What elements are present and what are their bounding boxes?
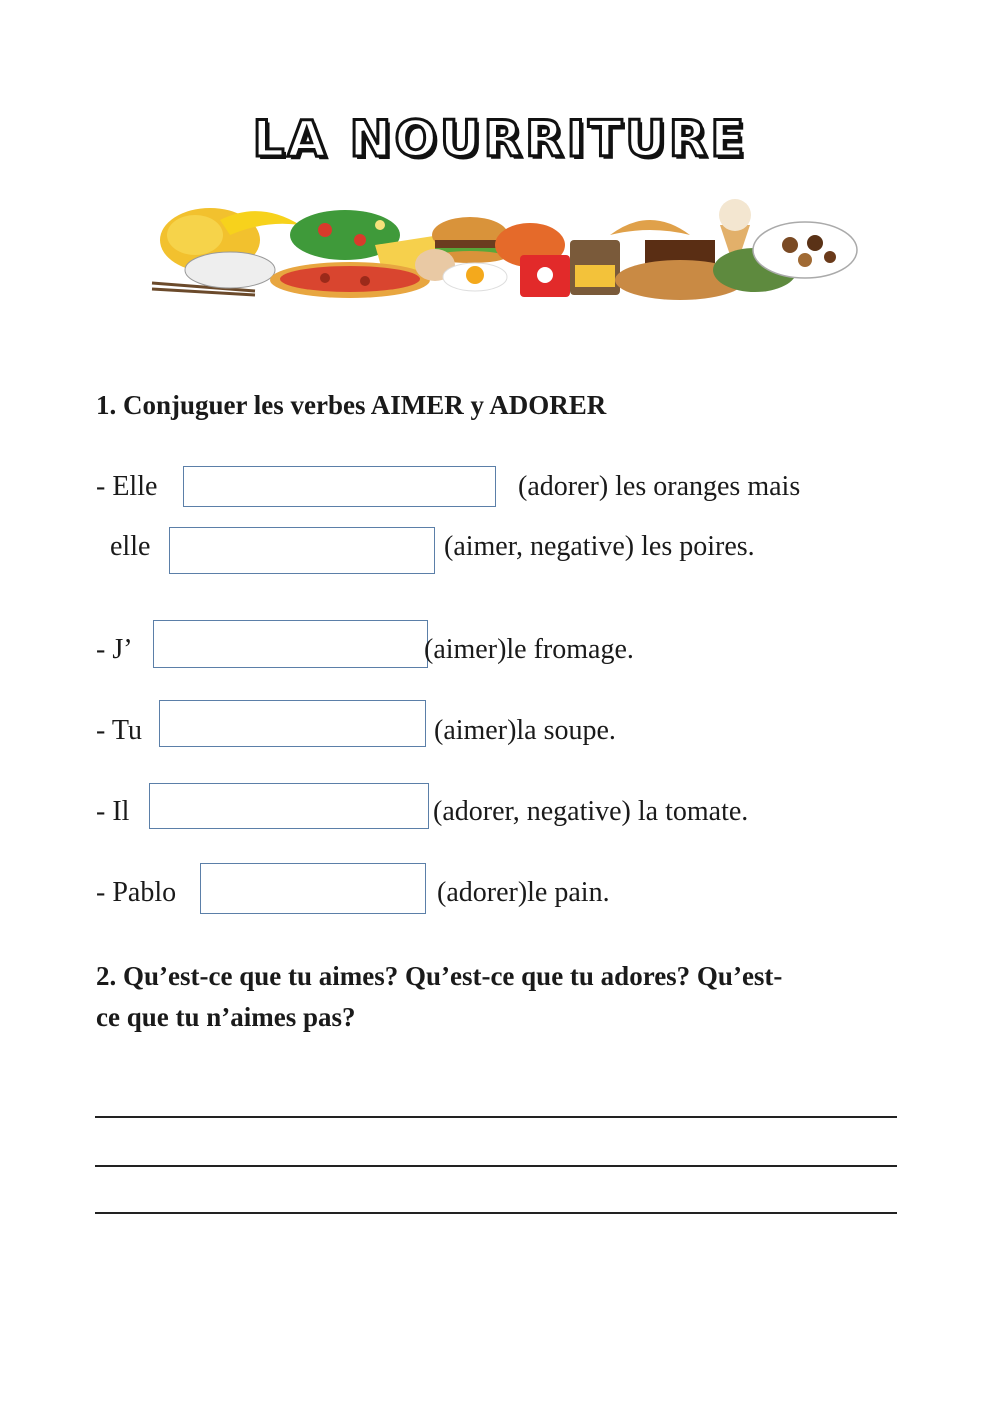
item-suffix: (aimer, negative) les poires.: [444, 531, 755, 562]
section2-heading-line1: 2. Qu’est-ce que tu aimes? Qu’est-ce que tu adores? Qu’est-: [96, 961, 783, 991]
answer-input-elle-negative[interactable]: [169, 527, 435, 574]
answer-input-pablo[interactable]: [200, 863, 426, 914]
item-suffix: (aimer)le fromage.: [424, 634, 634, 665]
item-suffix: (adorer, negative) la tomate.: [433, 796, 749, 827]
item-suffix: (adorer) les oranges mais: [518, 471, 801, 502]
item-prefix: elle: [110, 531, 151, 562]
item-suffix: (aimer)la soupe.: [434, 715, 616, 746]
answer-write-line[interactable]: [95, 1116, 897, 1118]
item-prefix: - J’: [96, 634, 133, 665]
answer-input-je[interactable]: [153, 620, 428, 668]
item-suffix: (adorer)le pain.: [437, 877, 610, 908]
section2-heading-line2: ce que tu n’aimes pas?: [96, 1002, 356, 1032]
answer-input-il[interactable]: [149, 783, 429, 829]
answer-input-tu[interactable]: [159, 700, 426, 747]
worksheet-title: LA NOURRITURE: [252, 110, 748, 168]
item-prefix: - Pablo: [96, 877, 177, 908]
section1-heading: 1. Conjuguer les verbes AIMER y ADORER: [96, 390, 607, 420]
item-prefix: - Il: [96, 796, 130, 827]
answer-write-line[interactable]: [95, 1212, 897, 1214]
item-prefix: - Tu: [96, 715, 142, 746]
answer-input-elle[interactable]: [183, 466, 496, 507]
answer-write-line[interactable]: [95, 1165, 897, 1167]
food-collage-illustration: [150, 195, 860, 305]
item-prefix: - Elle: [96, 471, 158, 502]
